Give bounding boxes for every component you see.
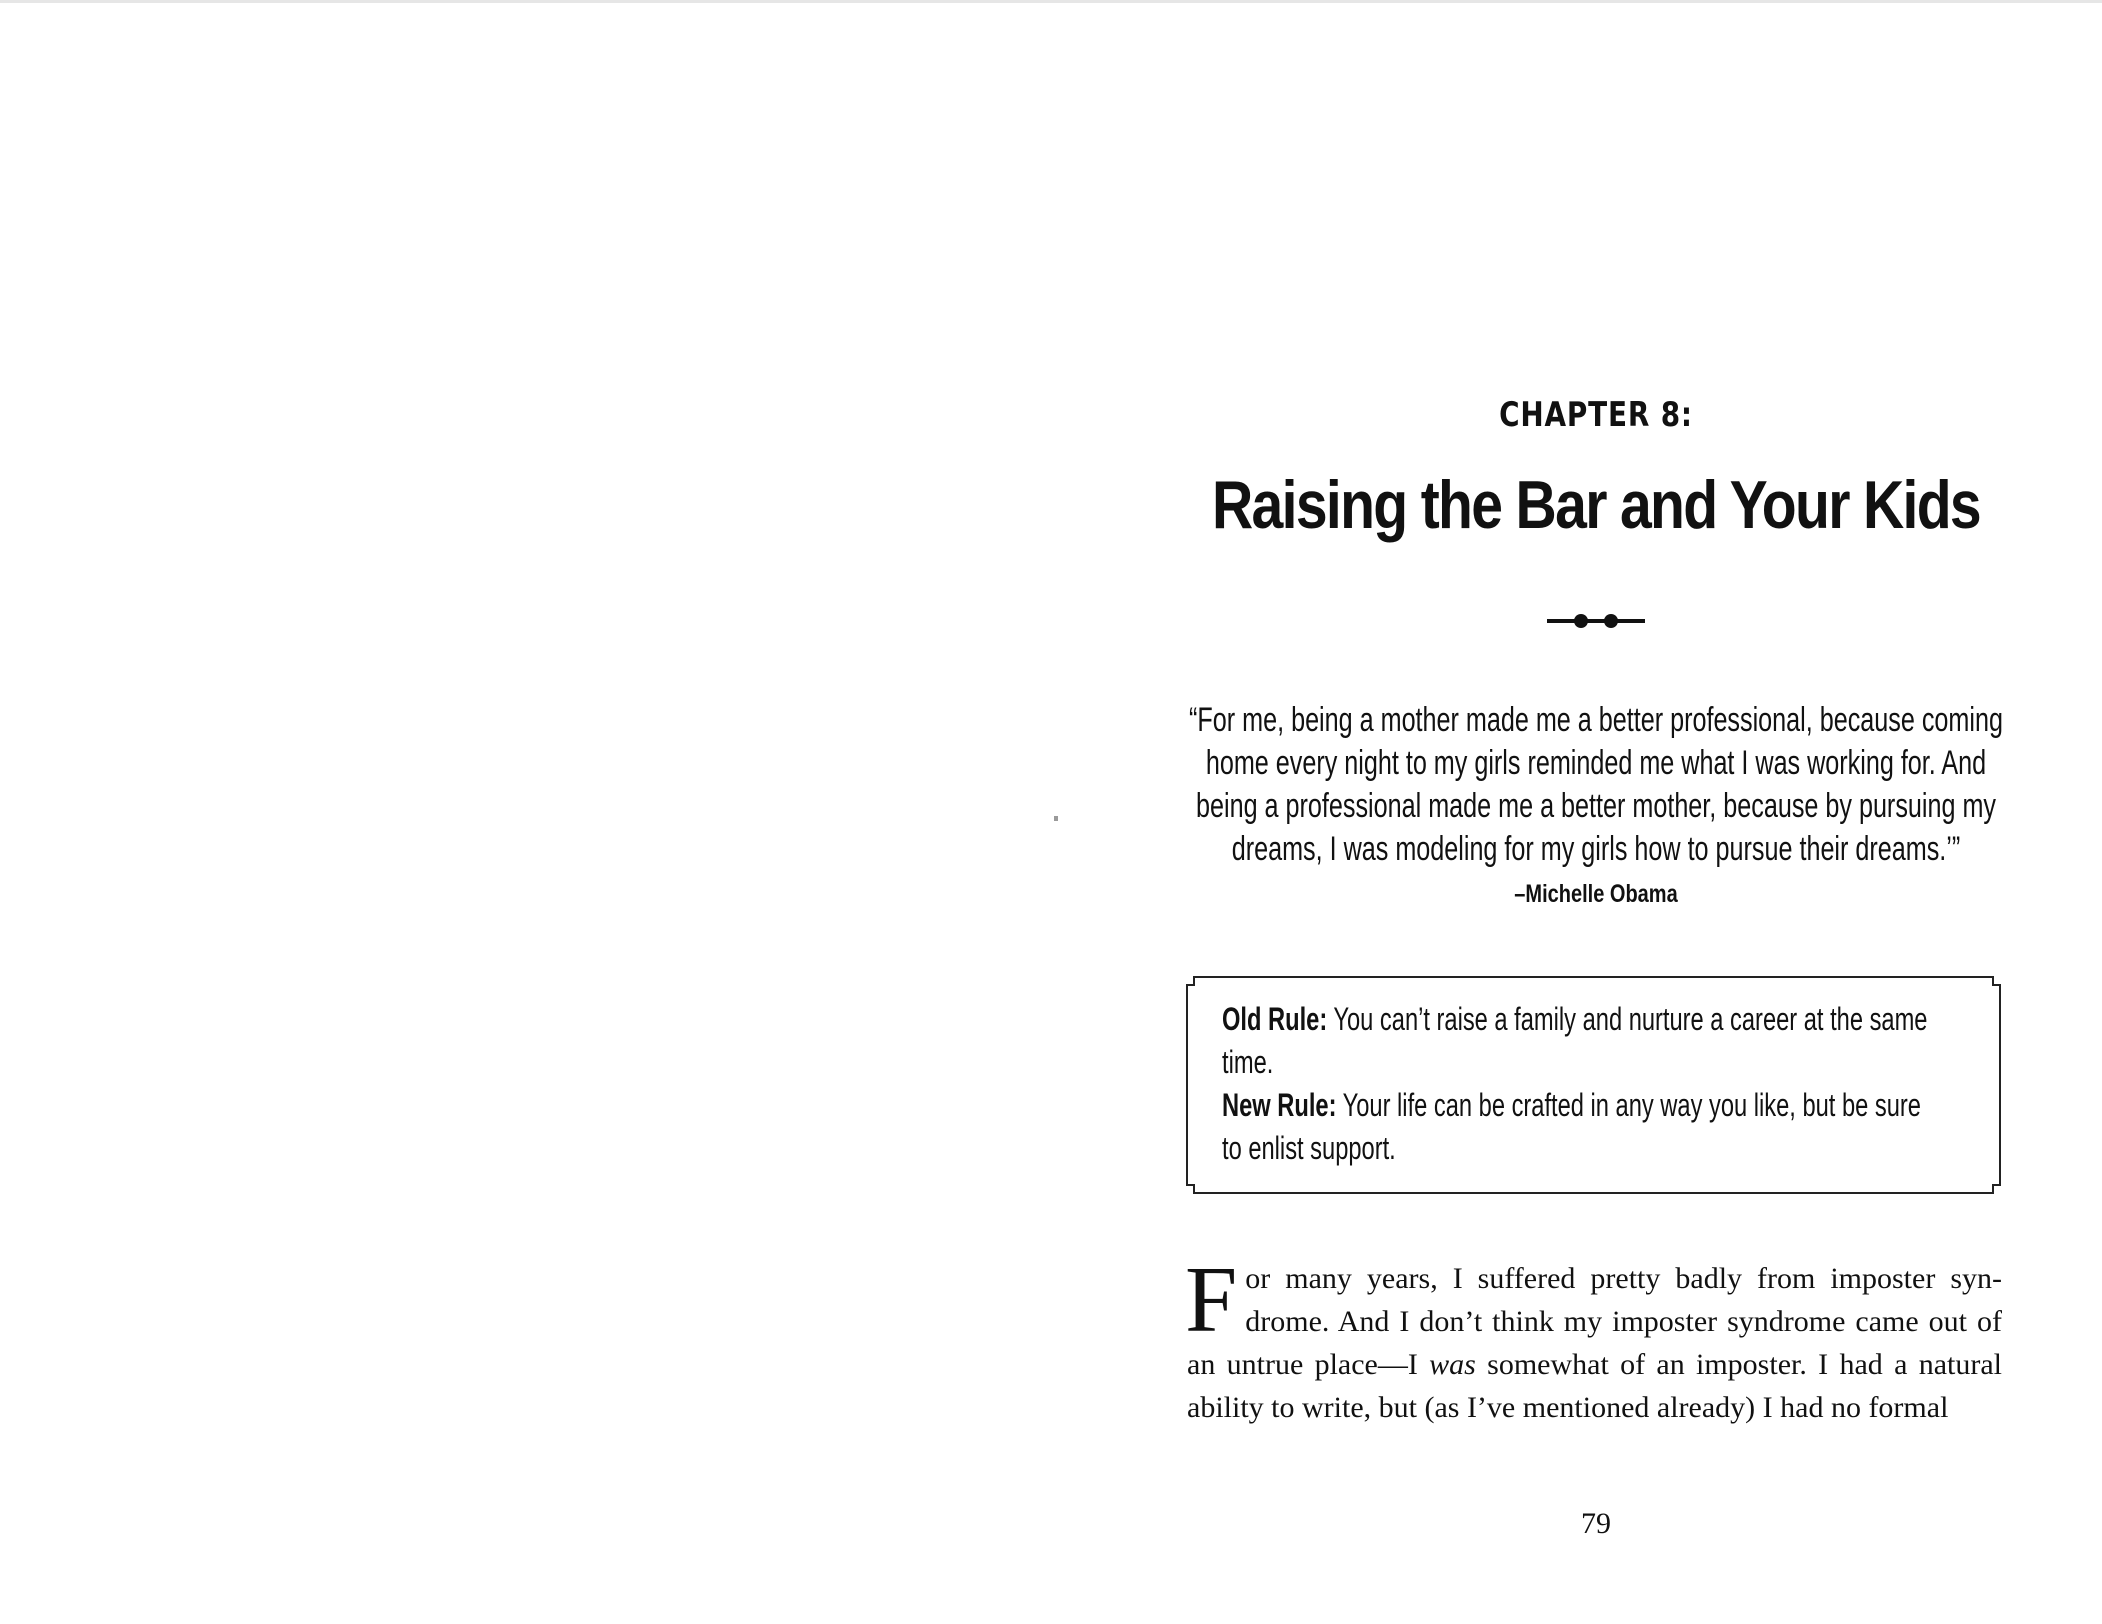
body-emphasis: was [1429, 1348, 1476, 1381]
epigraph-line: “For me, being a mother made me a better professional, because coming [1189, 701, 2003, 739]
chapter-title: Raising the Bar and Your Kids [1211, 467, 1981, 543]
epigraph-line: dreams, I was modeling for my girls how to pursue their dreams.’” [1231, 830, 1961, 868]
old-rule-label: Old Rule: [1222, 1001, 1328, 1037]
gutter-mark [1054, 816, 1058, 821]
old-rule-text: You can’t raise a family and nurture a career at the same time. [1222, 1001, 1928, 1080]
epigraph-line: home every night to my girls reminded me what I was working for. And [1205, 744, 1987, 782]
ornamental-divider-icon [1547, 611, 1645, 631]
rules-text [1222, 998, 1932, 1170]
page-number: 79 [1581, 1507, 1611, 1540]
rules-callout-box [1186, 976, 2001, 1194]
drop-cap: F [1185, 1248, 1238, 1352]
body-text-part: somewhat of an imposter. I had a natural ability to write, but (as I’ve mentioned already) I had no formal [1187, 1348, 2002, 1424]
epigraph-quote [1189, 699, 2003, 871]
left-page-blank [0, 3, 1051, 1624]
body-paragraph [1185, 1248, 2002, 1429]
body-text-part: or many years, I suffered pretty badly from imposter syndrome. And I don’t think my imposter syndrome came out of an untrue place—I [1187, 1262, 2002, 1381]
new-rule-label: New Rule: [1222, 1087, 1337, 1123]
chapter-label: CHAPTER 8: [1499, 395, 1693, 435]
epigraph-attribution: –Michelle Obama [1514, 880, 1678, 908]
new-rule-text: Your life can be crafted in any way you like, but be sure to enlist support. [1222, 1087, 1921, 1166]
epigraph-line: being a professional made me a better mother, because by pursuing my [1196, 787, 1996, 825]
right-page [1060, 3, 2102, 1624]
